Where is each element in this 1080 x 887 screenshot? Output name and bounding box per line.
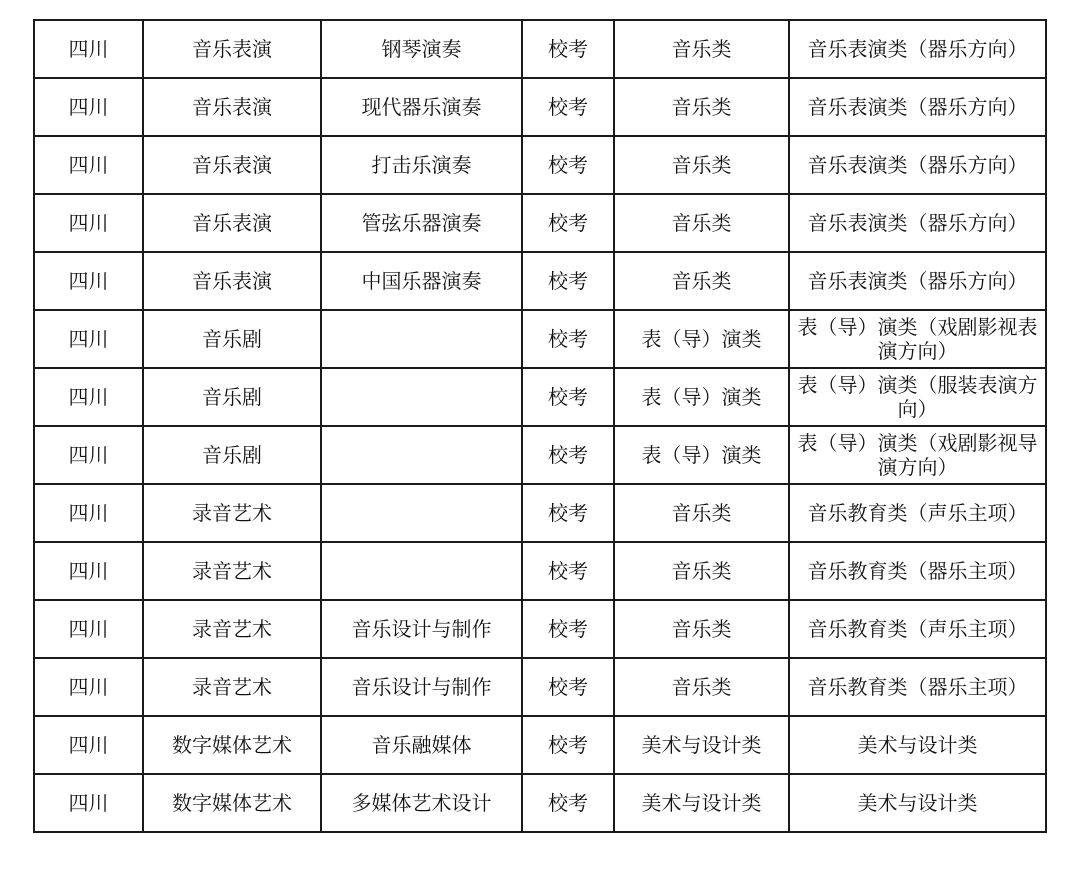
- category-cell: 音乐类: [614, 484, 789, 542]
- exam-type-cell: 校考: [522, 20, 614, 78]
- exam-type-cell: 校考: [522, 426, 614, 484]
- province-cell: 四川: [34, 658, 143, 716]
- subcategory-cell: 美术与设计类: [789, 774, 1046, 832]
- subcategory-cell: 美术与设计类: [789, 716, 1046, 774]
- direction-cell: [321, 484, 522, 542]
- subcategory-cell: 音乐教育类（声乐主项）: [789, 484, 1046, 542]
- exam-type-cell: 校考: [522, 484, 614, 542]
- table-row: [34, 600, 1046, 658]
- province-cell: 四川: [34, 78, 143, 136]
- major-cell: 数字媒体艺术: [143, 716, 321, 774]
- major-cell: 音乐剧: [143, 426, 321, 484]
- major-cell: 录音艺术: [143, 484, 321, 542]
- direction-cell: [321, 368, 522, 426]
- table-row: [34, 774, 1046, 832]
- category-cell: 音乐类: [614, 194, 789, 252]
- table-row: [34, 194, 1046, 252]
- subcategory-cell: 表（导）演类（服装表演方向）: [789, 368, 1046, 426]
- category-cell: 音乐类: [614, 542, 789, 600]
- province-cell: 四川: [34, 484, 143, 542]
- category-cell: 音乐类: [614, 658, 789, 716]
- direction-cell: 现代器乐演奏: [321, 78, 522, 136]
- category-cell: 表（导）演类: [614, 426, 789, 484]
- province-cell: 四川: [34, 194, 143, 252]
- major-cell: 音乐表演: [143, 20, 321, 78]
- table-row: [34, 368, 1046, 426]
- exam-type-cell: 校考: [522, 716, 614, 774]
- exam-type-cell: 校考: [522, 136, 614, 194]
- province-cell: 四川: [34, 600, 143, 658]
- major-cell: 录音艺术: [143, 658, 321, 716]
- province-cell: 四川: [34, 426, 143, 484]
- table-row: [34, 20, 1046, 78]
- subcategory-cell: 表（导）演类（戏剧影视表演方向）: [789, 310, 1046, 368]
- province-cell: 四川: [34, 716, 143, 774]
- direction-cell: 音乐融媒体: [321, 716, 522, 774]
- direction-cell: 音乐设计与制作: [321, 658, 522, 716]
- table-row: [34, 426, 1046, 484]
- category-cell: 音乐类: [614, 78, 789, 136]
- subcategory-cell: 音乐表演类（器乐方向）: [789, 252, 1046, 310]
- category-cell: 美术与设计类: [614, 716, 789, 774]
- category-cell: 表（导）演类: [614, 310, 789, 368]
- table-row: [34, 252, 1046, 310]
- category-cell: 音乐类: [614, 20, 789, 78]
- exam-type-cell: 校考: [522, 194, 614, 252]
- direction-cell: 管弦乐器演奏: [321, 194, 522, 252]
- province-cell: 四川: [34, 310, 143, 368]
- table-row: [34, 484, 1046, 542]
- exam-type-cell: 校考: [522, 310, 614, 368]
- exam-type-cell: 校考: [522, 542, 614, 600]
- direction-cell: [321, 426, 522, 484]
- category-cell: 音乐类: [614, 252, 789, 310]
- major-cell: 音乐表演: [143, 252, 321, 310]
- table-row: [34, 78, 1046, 136]
- exam-type-cell: 校考: [522, 774, 614, 832]
- major-cell: 音乐表演: [143, 78, 321, 136]
- category-cell: 美术与设计类: [614, 774, 789, 832]
- subcategory-cell: 音乐表演类（器乐方向）: [789, 136, 1046, 194]
- major-cell: 数字媒体艺术: [143, 774, 321, 832]
- subcategory-cell: 音乐教育类（器乐主项）: [789, 658, 1046, 716]
- category-cell: 表（导）演类: [614, 368, 789, 426]
- table-row: [34, 310, 1046, 368]
- exam-type-cell: 校考: [522, 252, 614, 310]
- province-cell: 四川: [34, 368, 143, 426]
- exam-type-cell: 校考: [522, 600, 614, 658]
- direction-cell: 打击乐演奏: [321, 136, 522, 194]
- exam-type-cell: 校考: [522, 78, 614, 136]
- subcategory-cell: 音乐表演类（器乐方向）: [789, 20, 1046, 78]
- table-row: [34, 716, 1046, 774]
- table-row: [34, 542, 1046, 600]
- province-cell: 四川: [34, 252, 143, 310]
- direction-cell: 多媒体艺术设计: [321, 774, 522, 832]
- subcategory-cell: 音乐表演类（器乐方向）: [789, 78, 1046, 136]
- direction-cell: 中国乐器演奏: [321, 252, 522, 310]
- major-cell: 音乐剧: [143, 368, 321, 426]
- direction-cell: 钢琴演奏: [321, 20, 522, 78]
- major-cell: 录音艺术: [143, 542, 321, 600]
- table-row: [34, 136, 1046, 194]
- subcategory-cell: 表（导）演类（戏剧影视导演方向）: [789, 426, 1046, 484]
- province-cell: 四川: [34, 20, 143, 78]
- province-cell: 四川: [34, 136, 143, 194]
- direction-cell: [321, 542, 522, 600]
- direction-cell: 音乐设计与制作: [321, 600, 522, 658]
- subcategory-cell: 音乐教育类（声乐主项）: [789, 600, 1046, 658]
- exam-type-cell: 校考: [522, 368, 614, 426]
- major-cell: 音乐表演: [143, 136, 321, 194]
- table-body: [34, 20, 1046, 832]
- major-cell: 音乐剧: [143, 310, 321, 368]
- admissions-table: [33, 19, 1047, 833]
- subcategory-cell: 音乐教育类（器乐主项）: [789, 542, 1046, 600]
- major-cell: 录音艺术: [143, 600, 321, 658]
- table-row: [34, 658, 1046, 716]
- category-cell: 音乐类: [614, 136, 789, 194]
- subcategory-cell: 音乐表演类（器乐方向）: [789, 194, 1046, 252]
- major-cell: 音乐表演: [143, 194, 321, 252]
- province-cell: 四川: [34, 542, 143, 600]
- category-cell: 音乐类: [614, 600, 789, 658]
- exam-type-cell: 校考: [522, 658, 614, 716]
- direction-cell: [321, 310, 522, 368]
- province-cell: 四川: [34, 774, 143, 832]
